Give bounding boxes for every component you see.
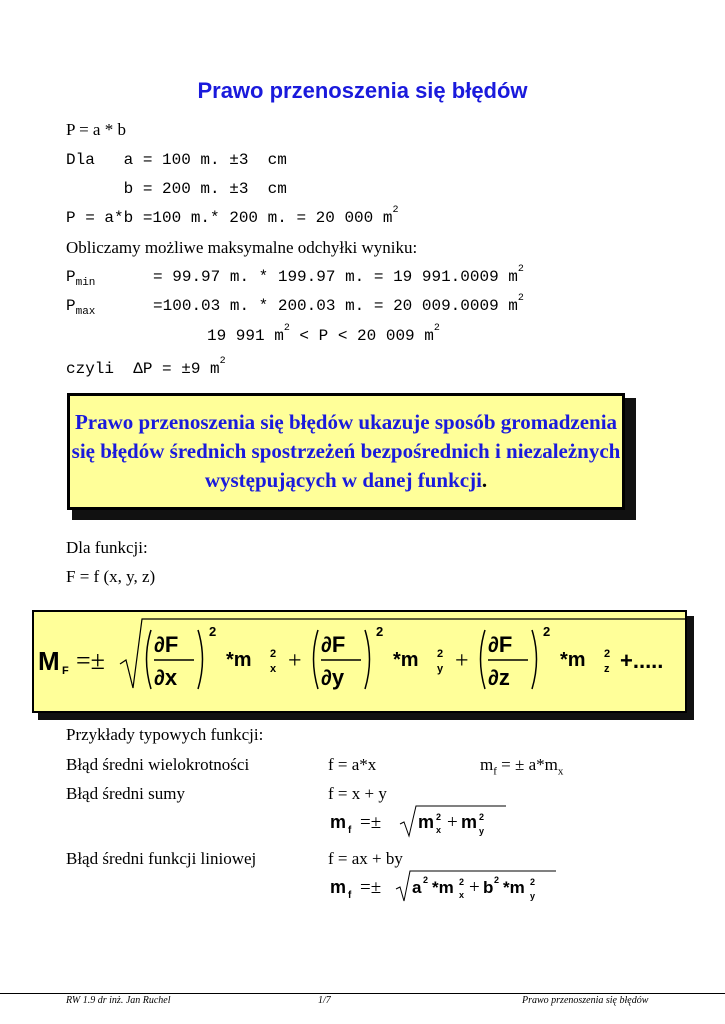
pmax-line: $P_{max}$ =100.03 m. * 200.03 m. = 20 009.0009 $m^2$ [66, 293, 524, 319]
formula-box [32, 610, 687, 713]
svg-text:2: 2 [376, 624, 384, 639]
svg-text:y: y [479, 826, 485, 836]
examples-header: Przykłady typowych funkcji: [66, 725, 264, 744]
svg-text:2: 2 [530, 877, 536, 887]
svg-text:*m: *m [226, 649, 252, 671]
svg-text:∂y: ∂y [321, 665, 345, 690]
svg-text:+: + [288, 648, 302, 674]
example-name-linear: Błąd średni funkcji liniowej [66, 849, 257, 868]
svg-text:z: z [604, 663, 610, 675]
svg-text:∂F: ∂F [154, 632, 179, 657]
product-definition: P = a * b [66, 120, 126, 139]
svg-text:2: 2 [436, 812, 442, 822]
footer-divider [0, 993, 725, 994]
svg-text:+: + [447, 812, 458, 833]
svg-text:y: y [530, 891, 536, 901]
svg-text:=±: =± [76, 646, 105, 675]
svg-text:+: + [455, 648, 469, 674]
example-name-multiplicity: Błąd średni wielokrotności [66, 755, 250, 774]
svg-text:x: x [270, 663, 277, 675]
delta-p-line: czyli ΔP = ±9 $m^2$ [66, 356, 226, 378]
svg-text:b: b [483, 878, 494, 897]
page-title: Prawo przenoszenia się błędów [197, 78, 528, 103]
svg-text:*m: *m [432, 878, 454, 897]
svg-text:2: 2 [437, 648, 444, 660]
svg-text:∂x: ∂x [154, 665, 178, 690]
svg-text:f: f [348, 890, 352, 901]
svg-text:a: a [412, 878, 422, 897]
svg-text:m: m [330, 877, 347, 897]
svg-text:+: + [469, 877, 480, 898]
function-intro: Dla funkcji: [66, 538, 148, 557]
svg-text:M: M [38, 646, 60, 676]
example-name-sum: Błąd średni sumy [66, 784, 185, 803]
svg-text:*m: *m [503, 878, 525, 897]
svg-text:m: m [330, 812, 347, 832]
svg-text:y: y [437, 663, 444, 675]
svg-text:∂F: ∂F [488, 632, 513, 657]
svg-text:2: 2 [543, 624, 551, 639]
value-a-line: Dla a = 100 m. ±3 cm [66, 151, 287, 169]
function-definition: F = f (x, y, z) [66, 567, 156, 586]
value-b-line: b = 200 m. ±3 cm [66, 180, 287, 198]
footer-page-number: 1/7 [318, 995, 331, 1006]
svg-text:*m: *m [560, 649, 586, 671]
svg-text:f: f [348, 825, 352, 836]
example-func-linear: f = ax + by [328, 849, 403, 868]
linear-error-formula [328, 868, 568, 904]
product-result-line: P = a*b =100 m.* 200 m. = 20 000 $m^2$ [66, 205, 399, 227]
svg-text:*m: *m [393, 649, 419, 671]
pmin-line: $P_{min}$ = 99.97 m. * 199.97 m. = 19 991.0009 $m^2$ [66, 264, 524, 290]
svg-text:∂z: ∂z [488, 665, 510, 690]
svg-text:F: F [62, 665, 69, 677]
svg-text:m: m [461, 812, 478, 832]
svg-text:2: 2 [459, 877, 465, 887]
definition-text: Prawo przenoszenia się błędów ukazuje sposób gromadzenia się błędów średnich spostrzeżeń bezpośrednich i niezależnych występujących w danej funkcji. [71, 410, 621, 492]
svg-text:2: 2 [494, 875, 500, 885]
example-func-multiplicity: f = a*x [328, 755, 377, 774]
sum-error-formula [328, 803, 518, 839]
svg-text:2: 2 [209, 624, 217, 639]
definition-box [67, 393, 625, 510]
svg-text:x: x [436, 825, 442, 835]
error-propagation-formula [34, 612, 685, 711]
svg-text:=±: =± [360, 812, 382, 833]
svg-text:∂F: ∂F [321, 632, 346, 657]
svg-text:2: 2 [479, 812, 485, 822]
example-func-sum: f = x + y [328, 784, 387, 803]
footer-author: RW 1.9 dr inż. Jan Ruchel [66, 995, 171, 1006]
svg-text:2: 2 [423, 875, 429, 885]
svg-text:=±: =± [360, 877, 382, 898]
svg-text:+.....: +..... [620, 648, 664, 673]
svg-text:2: 2 [604, 648, 611, 660]
example-err-multiplicity: $m_f$ = ± $a*m_x$ [480, 755, 564, 778]
max-deviation-intro: Obliczamy możliwe maksymalne odchyłki wyniku: [66, 238, 418, 257]
range-line: 19 991 $m^2 < P < 20$ 009 $m^2$ [207, 323, 440, 345]
svg-text:2: 2 [270, 648, 277, 660]
svg-text:m: m [418, 812, 435, 832]
svg-text:x: x [459, 890, 465, 900]
footer-doc-title: Prawo przenoszenia się błędów [522, 995, 649, 1006]
